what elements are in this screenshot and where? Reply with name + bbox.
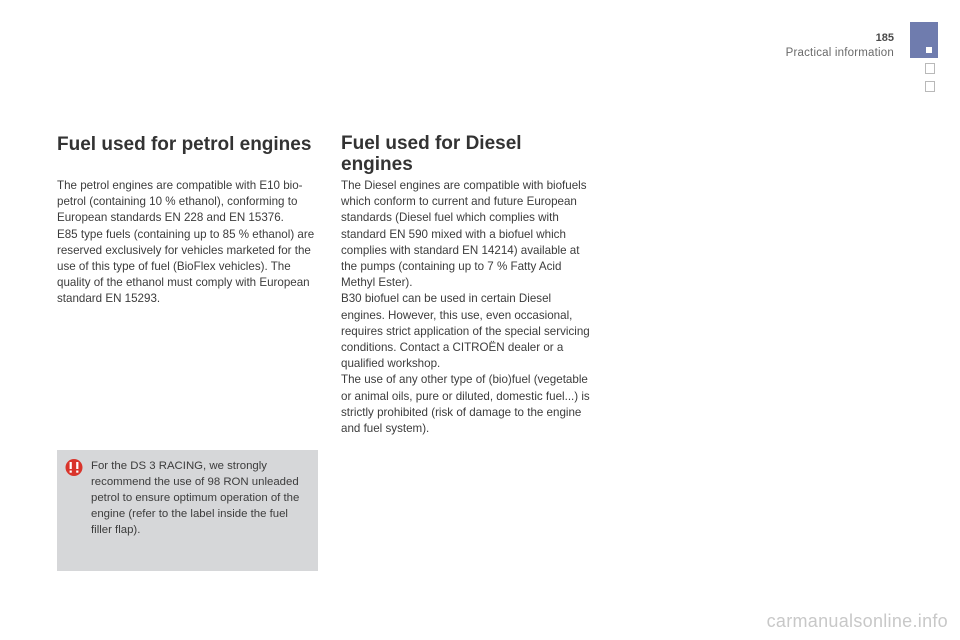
petrol-paragraph: E85 type fuels (containing up to 85 % ethanol) are reserved exclusively for vehicles marketed for the use of this type of fuel (BioFlex vehicles). The quality of the ethanol must comply with European standard EN 15293. bbox=[57, 227, 315, 306]
watermark: carmanualsonline.info bbox=[766, 611, 948, 631]
petrol-paragraph: The petrol engines are compatible with E10 bio-petrol (containing 10 % ethanol), conforming to European standards EN 228 and EN 15376. bbox=[57, 179, 303, 225]
diesel-paragraph: The Diesel engines are compatible with biofuels which conform to current and future European standards (Diesel fuel which complies with standard EN 590 mixed with a biofuel which complies with standard EN 14214) available at the pumps (containing up to 7 % Fatty Acid Methyl Ester). bbox=[341, 179, 587, 290]
warning-box bbox=[57, 450, 318, 571]
petrol-heading: Fuel used for petrol engines bbox=[57, 134, 312, 155]
tab-marker-icon bbox=[926, 47, 932, 53]
chapter-tab-active[interactable] bbox=[910, 22, 938, 58]
warning-text: For the DS 3 RACING, we strongly recommend the use of 98 RON unleaded petrol to ensure optimum operation of the engine (refer to the label inside the fuel filler flap). bbox=[91, 460, 300, 536]
diesel-heading: Fuel used for Diesel engines bbox=[341, 133, 522, 175]
diesel-body bbox=[341, 178, 596, 437]
diesel-paragraph: B30 biofuel can be used in certain Diesel engines. However, this use, even occasional, requires strict application of the special servicing conditions. Contact a CITROËN dealer or a qualified workshop. bbox=[341, 292, 590, 371]
section-title: Practical information bbox=[785, 47, 894, 59]
diesel-paragraph: The use of any other type of (bio)fuel (vegetable or animal oils, pure or diluted, domestic fuel...) is strictly prohibited (risk of damage to the engine and fuel system). bbox=[341, 373, 590, 436]
chapter-tab[interactable] bbox=[925, 63, 935, 74]
warning-icon bbox=[65, 458, 83, 477]
chapter-tab[interactable] bbox=[925, 81, 935, 92]
page-number: 185 bbox=[875, 32, 894, 44]
petrol-body bbox=[57, 178, 322, 308]
